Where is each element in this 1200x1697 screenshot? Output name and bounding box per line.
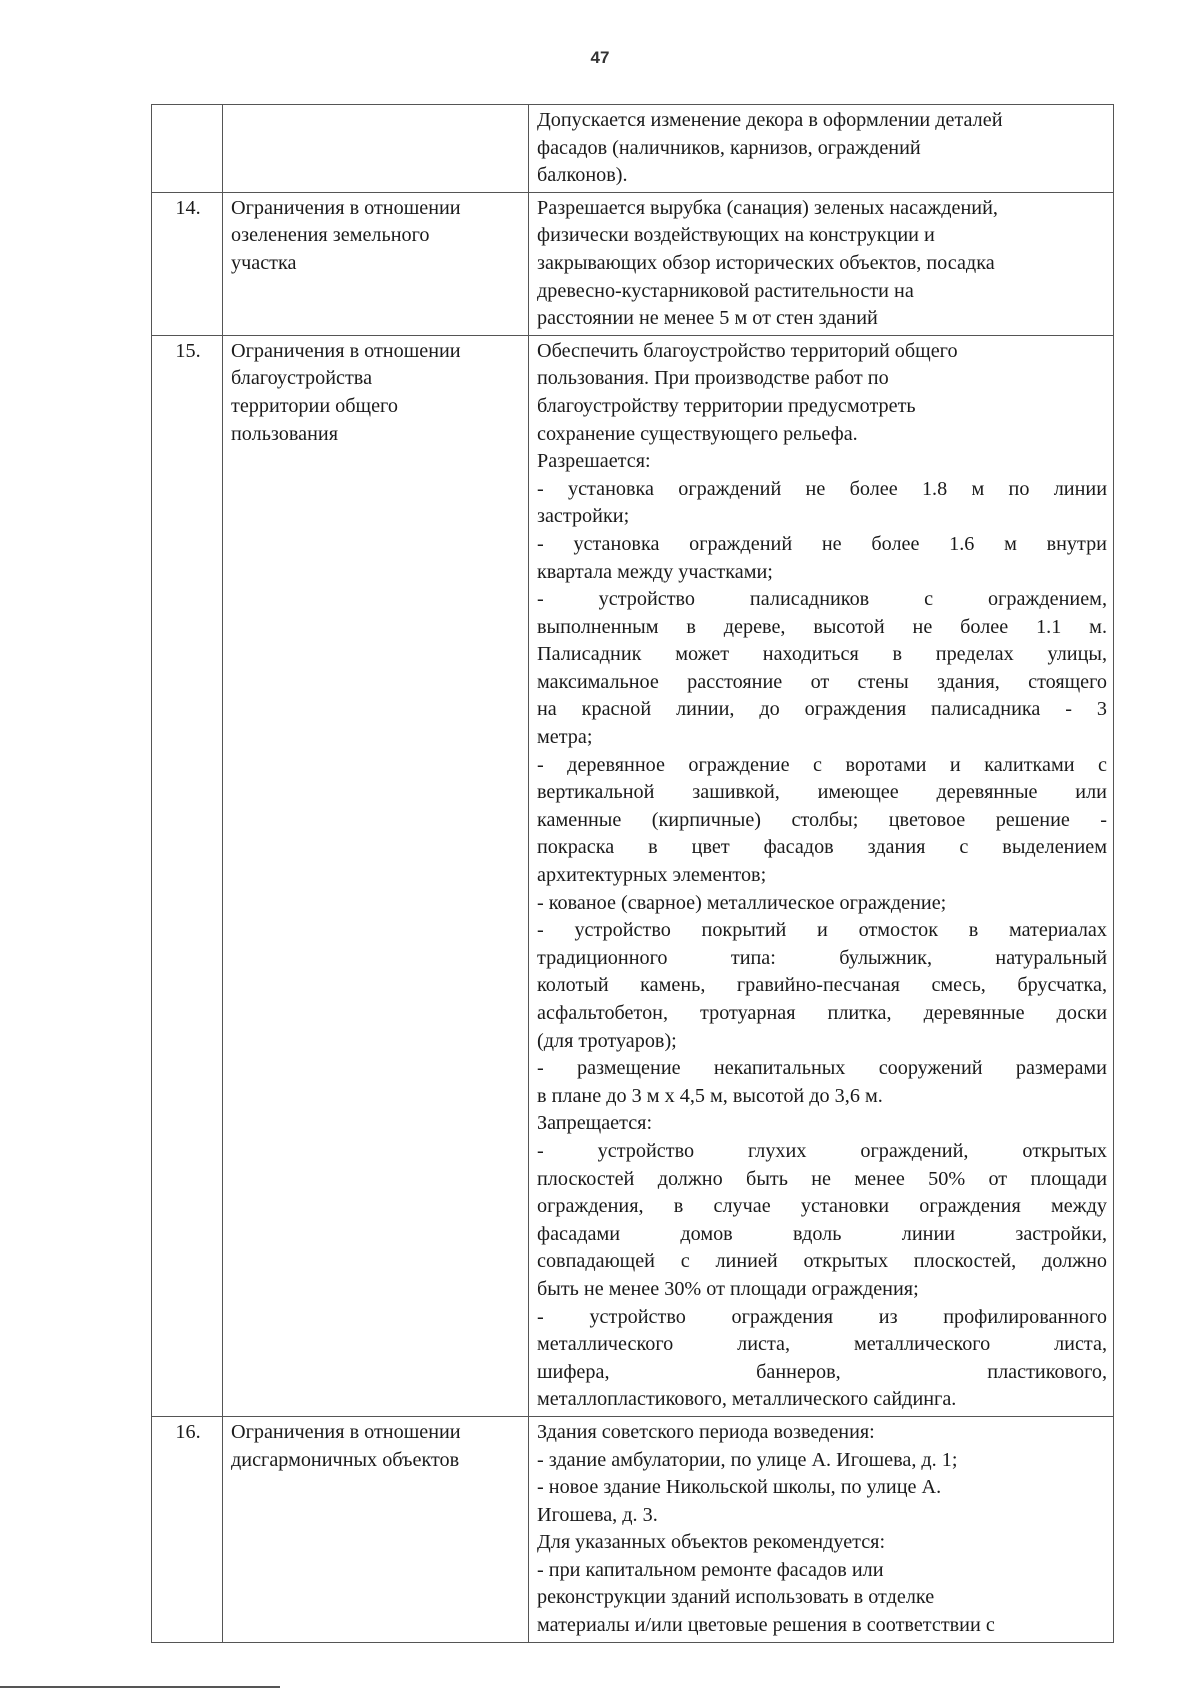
content-line: в плане до 3 м х 4,5 м, высотой до 3,6 м. xyxy=(537,1084,883,1107)
row-number: 14. xyxy=(152,192,223,335)
title-line: Ограничения в отношении xyxy=(231,196,461,219)
title-line: дисгармоничных объектов xyxy=(231,1448,460,1471)
content-line: - деревянное ограждение с воротами и калитками с xyxy=(537,753,1107,776)
content-line: - установка ограждений не более 1.6 м внутри xyxy=(537,532,1107,555)
page-number: 47 xyxy=(590,48,610,67)
content-line: метра; xyxy=(537,726,593,749)
restriction-title xyxy=(223,192,529,335)
content-line: асфальтобетон, тротуарная плитка, деревянные доски xyxy=(537,1002,1107,1024)
content-line: Разрешается: xyxy=(537,450,651,473)
content-line: Палисадник может находиться в пределах улицы, xyxy=(537,643,1107,666)
content-line: расстоянии не менее 5 м от стен зданий xyxy=(537,307,878,330)
table-row xyxy=(152,105,1114,193)
content-line: - кованое (сварное) металлическое ограждение; xyxy=(537,891,947,914)
content-line: балконов). xyxy=(537,164,628,187)
content-line: максимальное расстояние от стены здания, стоящего xyxy=(537,670,1107,693)
content-line: быть не менее 30% от площади ограждения; xyxy=(537,1277,919,1300)
content-line: закрывающих обзор исторических объектов, посадка xyxy=(537,251,995,274)
content-line: совпадающей с линией открытых плоскостей, должно xyxy=(537,1250,1107,1273)
restriction-title xyxy=(223,105,529,193)
content-line: физически воздействующих на конструкции и xyxy=(537,224,935,247)
table-row xyxy=(152,192,1114,335)
restriction-content xyxy=(529,105,1114,193)
content-line: колотый камень, гравийно-песчаная смесь, брусчатка, xyxy=(537,974,1107,997)
content-line: застройки; xyxy=(537,505,630,528)
content-line: на красной линии, до ограждения палисадника - 3 xyxy=(537,698,1107,721)
table-row xyxy=(152,335,1114,1416)
content-line: Игошева, д. 3. xyxy=(537,1503,658,1526)
content-line: - новое здание Никольской школы, по улице А. xyxy=(537,1476,942,1499)
content-line: плоскостей должно быть не менее 50% от площади xyxy=(537,1167,1107,1190)
content-line: шифера, баннеров, пластикового, xyxy=(537,1360,1107,1383)
title-line: участка xyxy=(231,251,297,274)
content-line: (для тротуаров); xyxy=(537,1029,677,1052)
content-line: фасадов (наличников, карнизов, ограждений xyxy=(537,136,921,159)
content-line: - установка ограждений не более 1.8 м по линии xyxy=(537,477,1107,500)
content-line: квартала между участками; xyxy=(537,560,773,583)
content-line: - здание амбулатории, по улице А. Игошева, д. 1; xyxy=(537,1448,958,1471)
content-line: - устройство глухих ограждений, открытых xyxy=(537,1139,1107,1162)
content-line: каменные (кирпичные) столбы; цветовое решение - xyxy=(537,808,1107,831)
content-line: традиционного типа: булыжник, натуральный xyxy=(537,946,1107,969)
content-line: покраска в цвет фасадов здания с выделением xyxy=(537,836,1107,859)
content-line: Обеспечить благоустройство территорий общего xyxy=(537,339,958,362)
regulations-table xyxy=(151,104,1114,1643)
content-line: Запрещается: xyxy=(537,1112,653,1135)
content-line: металлического листа, металлического листа, xyxy=(537,1333,1107,1356)
content-line: - при капитальном ремонте фасадов или xyxy=(537,1558,884,1581)
content-line: ограждения, в случае установки ограждения между xyxy=(537,1195,1107,1218)
content-line: вертикальной зашивкой, имеющее деревянные или xyxy=(537,781,1107,804)
restriction-content xyxy=(529,192,1114,335)
row-number: 16. xyxy=(152,1416,223,1642)
restriction-content xyxy=(529,335,1114,1416)
footnote-separator xyxy=(0,1686,280,1688)
content-line: Допускается изменение декора в оформлении деталей xyxy=(537,109,1003,131)
row-number xyxy=(152,105,223,193)
content-line: материалы и/или цветовые решения в соответствии с xyxy=(537,1614,995,1637)
content-line: Для указанных объектов рекомендуется: xyxy=(537,1531,886,1554)
regulations-table-body xyxy=(152,105,1114,1643)
content-line: Разрешается вырубка (санация) зеленых насаждений, xyxy=(537,196,998,219)
title-line: территории общего xyxy=(231,394,398,417)
title-line: Ограничения в отношении xyxy=(231,1420,461,1443)
content-line: металлопластикового, металлического сайдинга. xyxy=(537,1388,957,1411)
content-line: - размещение некапитальных сооружений размерами xyxy=(537,1057,1107,1080)
content-line: - устройство покрытий и отмосток в материалах xyxy=(537,919,1107,942)
content-line: архитектурных элементов; xyxy=(537,864,767,887)
row-number: 15. xyxy=(152,335,223,1416)
content-line: - устройство ограждения из профилированного xyxy=(537,1305,1107,1328)
title-line: Ограничения в отношении xyxy=(231,339,461,362)
content-line: сохранение существующего рельефа. xyxy=(537,422,858,445)
title-line: благоустройства xyxy=(231,367,373,390)
restriction-title xyxy=(223,1416,529,1642)
content-line: благоустройству территории предусмотреть xyxy=(537,394,916,417)
content-line: Здания советского периода возведения: xyxy=(537,1420,875,1443)
content-line: выполненным в дереве, высотой не более 1.1 м. xyxy=(537,615,1107,638)
table-row xyxy=(152,1416,1114,1642)
content-line: - устройство палисадников с ограждением, xyxy=(537,588,1107,611)
content-line: древесно-кустарниковой растительности на xyxy=(537,279,914,302)
content-line: реконструкции зданий использовать в отделке xyxy=(537,1586,935,1609)
restriction-title xyxy=(223,335,529,1416)
content-line: фасадами домов вдоль линии застройки, xyxy=(537,1222,1107,1245)
restriction-content xyxy=(529,1416,1114,1642)
title-line: озеленения земельного xyxy=(231,224,430,247)
content-line: пользования. При производстве работ по xyxy=(537,367,889,390)
title-line: пользования xyxy=(231,422,338,445)
